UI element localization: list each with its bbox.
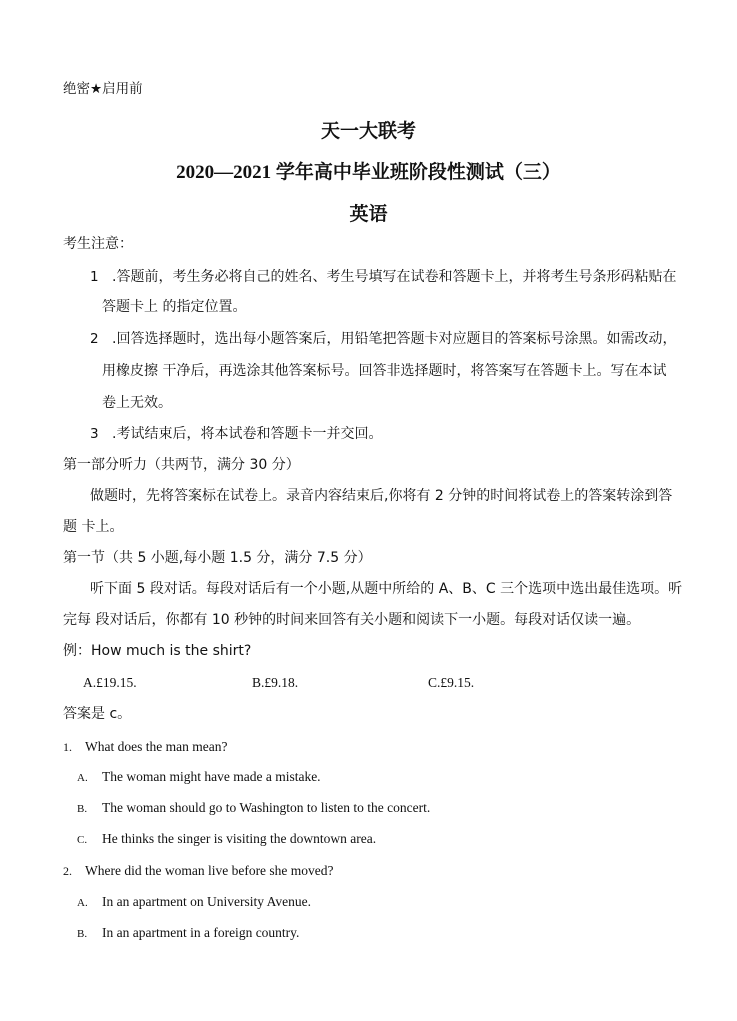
exam-title: 2020—2021 学年高中毕业班阶段性测试（三）: [176, 162, 561, 183]
notice-item-text: .答题前，考生务必将自己的姓名、考生号填写在试卷和答题卡上，并将考生号条形码粘贴在: [112, 269, 677, 285]
notice-item-number: 1: [90, 269, 99, 285]
example-option-a: A.£19.15.: [83, 675, 137, 690]
question-2-option-b: [77, 924, 299, 943]
option-letter: B.: [77, 803, 88, 815]
section1-paragraph: 听下面 5 段对话。每段对话后有一个小题,从题中所给的 A、B、C 三个选项中选出最佳选项。听: [90, 581, 683, 597]
option-text: The woman should go to Washington to listen to the concert.: [102, 800, 431, 815]
question-text: Where did the woman live before she moved?: [85, 863, 334, 878]
notice-item-number: 3: [90, 426, 99, 442]
notice-item-2-cont: 用橡皮擦 干净后，再选涂其他答案标号。回答非选择题时，将答案写在答题卡上。写在本试: [102, 363, 667, 379]
question-2-option-a: [77, 893, 311, 912]
question-2: [63, 862, 334, 880]
question-1-option-b: [77, 799, 430, 818]
question-1: [63, 738, 227, 756]
option-letter: A.: [77, 897, 88, 909]
example-option-b: B.£9.18.: [252, 675, 299, 690]
option-text: The woman might have made a mistake.: [102, 769, 321, 784]
notice-item-text: .回答选择题时，选出每小题答案后，用铅笔把答题卡对应题目的答案标号涂黑。如需改动，: [112, 331, 677, 347]
question-text: What does the man mean?: [85, 739, 228, 754]
notice-item-2-cont2: 卷上无效。: [102, 395, 172, 411]
section1-paragraph-cont: 完每 段对话后，你都有 10 秒钟的时间来回答有关小题和阅读下一小题。每段对话仅读一遍。: [63, 612, 641, 628]
question-1-option-c: [77, 830, 376, 849]
org-title: 天一大联考: [320, 120, 416, 142]
notice-item-number: 2: [90, 331, 99, 347]
notice-item-1: [90, 268, 676, 286]
part1-heading: 第一部分听力（共两节，满分 30 分）: [63, 457, 300, 473]
part1-paragraph: 做题时，先将答案标在试卷上。录音内容结束后,你将有 2 分钟的时间将试卷上的答案转涂到答: [90, 488, 673, 504]
option-letter: C.: [77, 834, 88, 846]
option-letter: B.: [77, 928, 88, 940]
question-number: 1.: [63, 740, 72, 754]
question-1-option-a: [77, 768, 321, 787]
option-text: In an apartment in a foreign country.: [102, 925, 300, 940]
notice-item-3: [90, 425, 382, 443]
secret-label: 绝密★启用前: [63, 81, 143, 97]
notice-item-2: [90, 330, 676, 348]
example-option-c: C.£9.15.: [428, 675, 475, 690]
example-answer: 答案是 c。: [63, 706, 132, 722]
option-text: He thinks the singer is visiting the downtown area.: [102, 831, 377, 846]
notice-item-1-cont: 答题卡上 的指定位置。: [102, 299, 247, 315]
subject-title: 英语: [349, 203, 388, 225]
example-question: 例：How much is the shirt?: [63, 643, 252, 659]
option-text: In an apartment on University Avenue.: [102, 894, 311, 909]
part1-paragraph-cont: 题 卡上。: [63, 519, 124, 535]
question-number: 2.: [63, 864, 72, 878]
option-letter: A.: [77, 772, 88, 784]
section1-heading: 第一节（共 5 小题,每小题 1.5 分，满分 7.5 分）: [63, 550, 372, 566]
notice-title: 考生注意：: [63, 236, 133, 252]
notice-item-text: .考试结束后，将本试卷和答题卡一并交回。: [112, 426, 383, 442]
